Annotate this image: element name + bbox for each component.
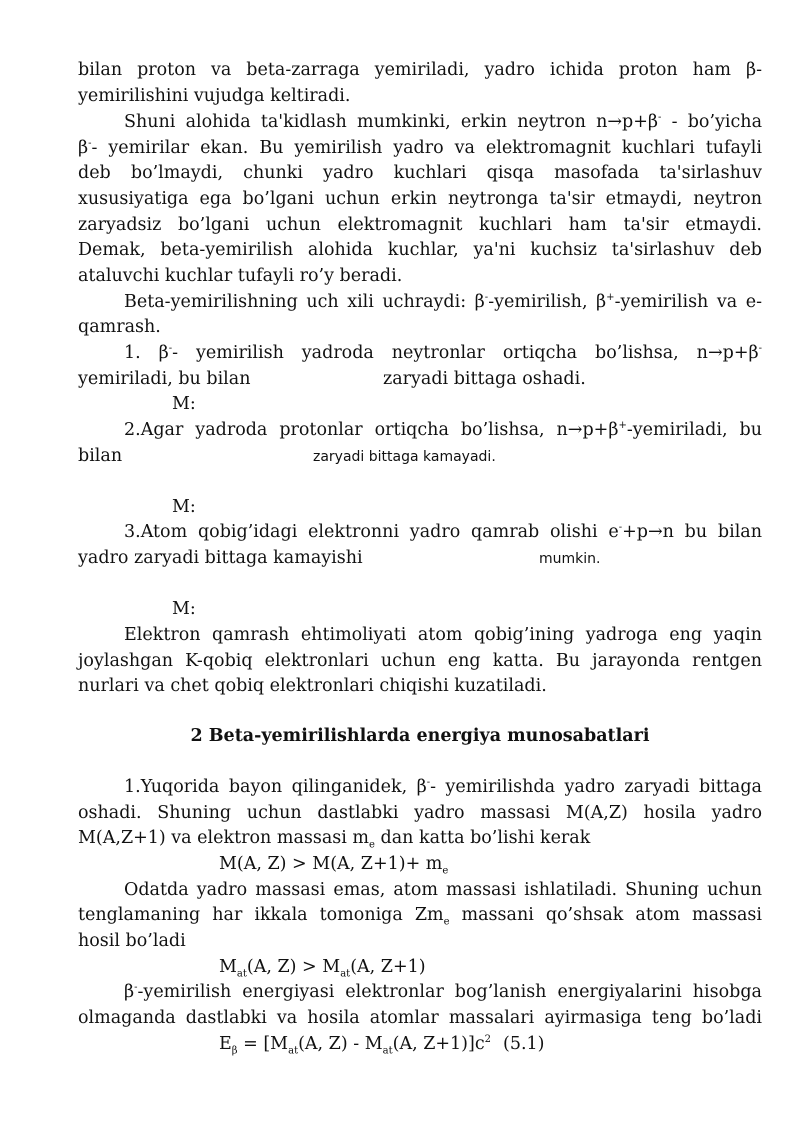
text-span: Beta-yemirilishning uch xili uchraydi: β (124, 292, 485, 312)
text-span: (A, Z) - M (298, 1034, 383, 1054)
text-span: M (219, 957, 237, 977)
superscript: - (484, 292, 489, 304)
paragraph-line (124, 110, 762, 135)
paragraph-line (124, 980, 762, 1005)
subscript: at (288, 1045, 299, 1057)
subscript: at (340, 968, 351, 980)
paragraph-line: yemirilishini vujudga keltiradi. (78, 86, 351, 106)
formula-line (219, 1032, 491, 1057)
paragraph-line (78, 136, 762, 161)
paragraph-line: bilan (78, 446, 123, 466)
text-span: (A, Z+1)]c (392, 1034, 485, 1054)
section-heading: 2 Beta-yemirilishlarda energiya munosabatlari (190, 726, 650, 746)
text-span: Shuni alohida ta'kidlash mumkinki, erkin neytron n→p+β (124, 112, 659, 132)
paragraph-line: nurlari va chet qobiq elektronlari chiqishi kuzatiladi. (78, 676, 547, 696)
paragraph-line: bilan proton va beta-zarraga yemiriladi, yadro ichida proton ham β- (78, 60, 762, 80)
paragraph-line (124, 520, 762, 545)
subscript: e (442, 865, 449, 877)
text-span: M(A,Z+1) va elektron massasi m (78, 828, 370, 848)
text-span: 3.Atom qobig’idagi elektronni yadro qamrab olishi e (124, 522, 619, 542)
text-span: 1.Yuqorida bayon qilinganidek, β (124, 777, 427, 797)
superscript: - (168, 343, 173, 355)
formula-line (219, 852, 448, 877)
paragraph-line: Elektron qamrash ehtimoliyati atom qobig’ining yadroga eng yaqin (124, 625, 762, 645)
subscript: e (369, 839, 375, 851)
text-span: (A, Z+1) (350, 957, 426, 977)
subscript: β (231, 1045, 238, 1057)
text-span: -yemirilish energiyasi elektronlar bog’lanish energiyalarini hisobga (137, 982, 762, 1002)
paragraph-line (124, 341, 762, 366)
paragraph-line: yadro zaryadi bittaga kamayishi (78, 548, 363, 568)
subscript: at (382, 1045, 393, 1057)
superscript: + (618, 420, 627, 432)
text-span: β (124, 982, 135, 1002)
text-span: +p→n bu bilan (622, 522, 762, 542)
superscript: - (618, 522, 623, 534)
paragraph-line: deb bo’lmaydi, chunki yadro kuchlari qisqa masofada ta'sirlashuv (78, 163, 762, 183)
text-span: dan katta bo’lishi kerak (374, 828, 591, 848)
text-span: - yemirilish yadroda neytronlar ortiqcha bo’lishsa, n→p+β (172, 343, 759, 363)
equation-number: (5.1) (503, 1034, 545, 1054)
example-label: M: (172, 599, 196, 619)
paragraph-line: zaryadsiz bo’lgani uchun elektromagnit kuchlari ham ta'sir etmaydi. (78, 215, 762, 235)
text-span: tenglamaning har ikkala tomoniga Zm (78, 905, 444, 925)
paragraph-line: zaryadi bittaga oshadi. (383, 369, 586, 389)
paragraph-line: ataluvchi kuchlar tufayli ro’y beradi. (78, 266, 403, 286)
text-span: massani qo’shsak atom massasi (449, 905, 762, 925)
paragraph-line: yemiriladi, bu bilan (78, 369, 251, 389)
text-span: 2.Agar yadroda protonlar ortiqcha bo’lishsa, n→p+β (124, 420, 619, 440)
superscript: - (426, 777, 431, 789)
text-span: M(A, Z) > M(A, Z+1)+ m (219, 854, 443, 874)
text-span: (A, Z) > M (246, 957, 341, 977)
paragraph-line (124, 418, 762, 443)
example-label: M: (172, 394, 196, 414)
paragraph-line (124, 775, 762, 800)
paragraph-line: hosil bo’ladi (78, 931, 186, 951)
superscript: 2 (484, 1034, 492, 1046)
text-span: - yemirilar ekan. Bu yemirilish yadro va elektromagnit kuchlari tufayli (91, 138, 762, 158)
paragraph-line: Odatda yadro massasi emas, atom massasi ishlatiladi. Shuning uchun (124, 880, 762, 900)
subscript: at (236, 968, 247, 980)
paragraph-line: qamrash. (78, 317, 161, 337)
paragraph-line: mumkin. (539, 551, 601, 567)
text-span: - yemirilishda yadro zaryadi bittaga (430, 777, 762, 797)
paragraph-line: olmaganda dastlabki va hosila atomlar massalari ayirmasiga teng bo’ladi (78, 1008, 762, 1028)
superscript: - (88, 138, 92, 150)
text-span: -yemiriladi, bu (626, 420, 762, 440)
subscript: e (443, 916, 450, 928)
paragraph-line: zaryadi bittaga kamayadi. (313, 449, 496, 465)
paragraph-line (78, 826, 762, 851)
text-span: - bo’yicha (661, 112, 762, 132)
superscript: - (658, 112, 662, 124)
text-span: -yemirilish, β (488, 292, 607, 312)
text-span: = [M (237, 1034, 289, 1054)
superscript: - (134, 982, 138, 994)
text-span: 1. β (124, 343, 169, 363)
text-span: E (219, 1034, 232, 1054)
superscript: + (606, 292, 615, 304)
superscript: - (758, 343, 762, 355)
example-label: M: (172, 497, 196, 517)
paragraph-line: oshadi. Shuning uchun dastlabki yadro massasi M(A,Z) hosila yadro (78, 803, 762, 823)
paragraph-line: joylashgan K-qobiq elektronlari uchun eng katta. Bu jarayonda rentgen (78, 651, 762, 671)
paragraph-line: Demak, beta-yemirilish alohida kuchlar, ya'ni kuchsiz ta'sirlashuv deb (78, 240, 762, 260)
paragraph-line (124, 290, 762, 315)
text-span: β (78, 138, 89, 158)
paragraph-line (78, 903, 762, 928)
text-span: -yemirilish va e- (614, 292, 762, 312)
paragraph-line: xususiyatiga ega bo’lgani uchun erkin neytronga ta'sir etmaydi, neytron (78, 189, 762, 209)
formula-line (219, 955, 426, 980)
